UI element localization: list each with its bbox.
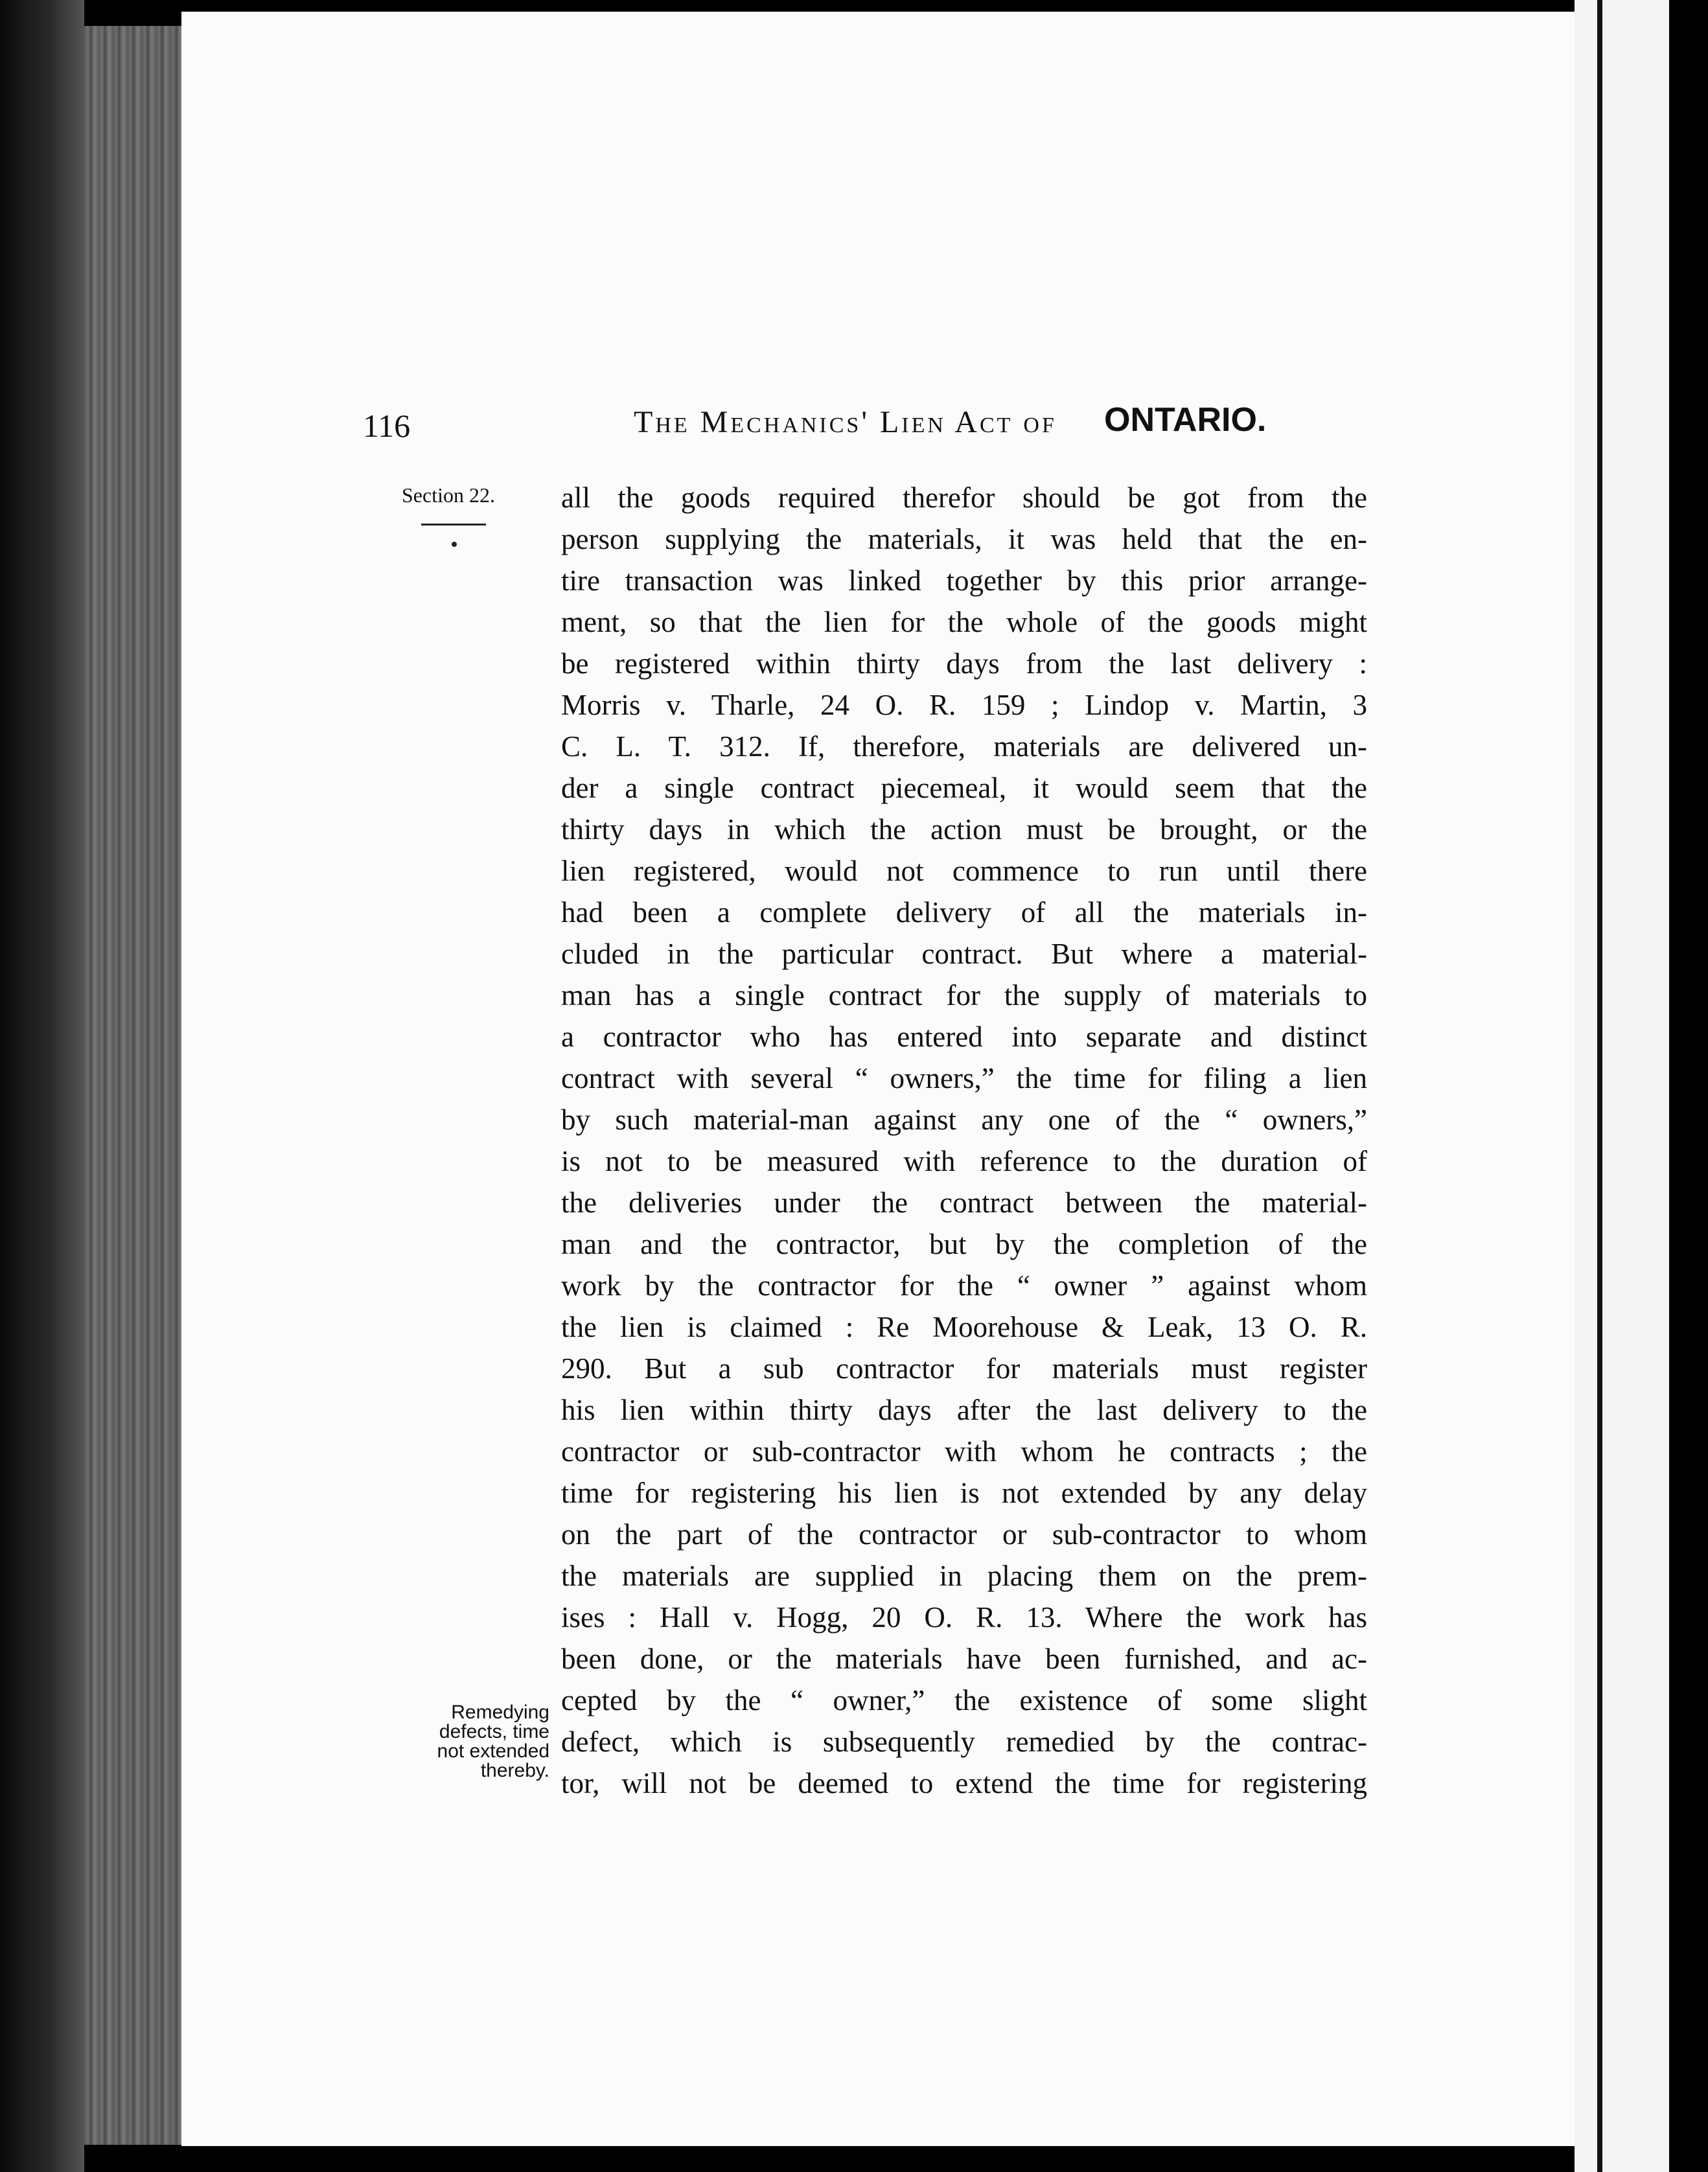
body-line: had been a complete delivery of all the materials in- bbox=[561, 896, 1367, 929]
section-dot bbox=[452, 542, 457, 547]
gutter-line bbox=[1597, 0, 1602, 2172]
body-line: work by the contractor for the “ owner ” against whom bbox=[561, 1269, 1367, 1302]
body-line: the materials are supplied in placing them on the prem- bbox=[561, 1560, 1367, 1592]
body-line: Morris v. Tharle, 24 O. R. 159 ; Lindop v. Martin, 3 bbox=[561, 689, 1367, 721]
body-line: is not to be measured with reference to the duration of bbox=[561, 1145, 1367, 1177]
body-line: been done, or the materials have been furnished, and ac- bbox=[561, 1643, 1367, 1675]
running-title-bold: ONTARIO. bbox=[1104, 401, 1267, 439]
body-line: C. L. T. 312. If, therefore, materials are delivered un- bbox=[561, 730, 1367, 763]
body-line: on the part of the contractor or sub-contractor to whom bbox=[561, 1518, 1367, 1551]
body-line: contractor or sub-contractor with whom he contracts ; the bbox=[561, 1435, 1367, 1468]
body-line: his lien within thirty days after the last delivery to the bbox=[561, 1394, 1367, 1426]
body-line: time for registering his lien is not extended by any delay bbox=[561, 1477, 1367, 1509]
body-line: man has a single contract for the supply of materials to bbox=[561, 979, 1367, 1011]
remedy-margin-note bbox=[375, 1703, 549, 1781]
body-line: contract with several “ owners,” the time for filing a lien bbox=[561, 1062, 1367, 1094]
bottom-scan-border bbox=[181, 2146, 1575, 2172]
body-line: the lien is claimed : Re Moorehouse & Leak, 13 O. R. bbox=[561, 1311, 1367, 1343]
remedy-note-line: defects, time bbox=[439, 1721, 549, 1742]
running-title: The Mechanics' Lien Act of bbox=[634, 405, 1057, 439]
body-line: all the goods required therefor should be got from the bbox=[561, 481, 1367, 514]
body-line: man and the contractor, but by the completion of the bbox=[561, 1228, 1367, 1260]
body-line: person supplying the materials, it was held that the en- bbox=[561, 523, 1367, 555]
body-line: ment, so that the lien for the whole of the goods might bbox=[561, 606, 1367, 638]
page-number: 116 bbox=[363, 408, 411, 444]
right-scan-border bbox=[1669, 0, 1708, 2172]
remedy-note-line: not extended bbox=[437, 1740, 549, 1762]
body-line: defect, which is subsequently remedied by the contrac- bbox=[561, 1726, 1367, 1758]
body-line: tire transaction was linked together by this prior arrange- bbox=[561, 564, 1367, 597]
body-line: thirty days in which the action must be brought, or the bbox=[561, 813, 1367, 846]
section-margin-note: Section 22. bbox=[402, 483, 495, 507]
body-line: ises : Hall v. Hogg, 20 O. R. 13. Where the work has bbox=[561, 1601, 1367, 1634]
book-binding bbox=[0, 0, 84, 2172]
running-head bbox=[363, 400, 1296, 452]
body-line: der a single contract piecemeal, it would seem that the bbox=[561, 772, 1367, 804]
body-line: cluded in the particular contract. But where a material- bbox=[561, 938, 1367, 970]
remedy-note-line: Remedying bbox=[451, 1702, 549, 1723]
body-text bbox=[561, 477, 1367, 1804]
body-line: lien registered, would not commence to run until there bbox=[561, 855, 1367, 887]
body-line: by such material-man against any one of the “ owners,” bbox=[561, 1103, 1367, 1136]
body-line: the deliveries under the contract between the material- bbox=[561, 1186, 1367, 1219]
body-line: be registered within thirty days from the last delivery : bbox=[561, 647, 1367, 680]
body-line: tor, will not be deemed to extend the time for registering bbox=[561, 1767, 1367, 1799]
body-line: a contractor who has entered into separate and distinct bbox=[561, 1021, 1367, 1053]
top-scan-border bbox=[181, 0, 1575, 12]
right-gutter bbox=[1575, 0, 1708, 2172]
section-rule bbox=[421, 524, 486, 526]
body-line: 290. But a sub contractor for materials must register bbox=[561, 1352, 1367, 1385]
body-line: cepted by the “ owner,” the existence of some slight bbox=[561, 1684, 1367, 1716]
remedy-note-line: thereby. bbox=[480, 1760, 549, 1781]
page-edges bbox=[84, 26, 181, 2145]
